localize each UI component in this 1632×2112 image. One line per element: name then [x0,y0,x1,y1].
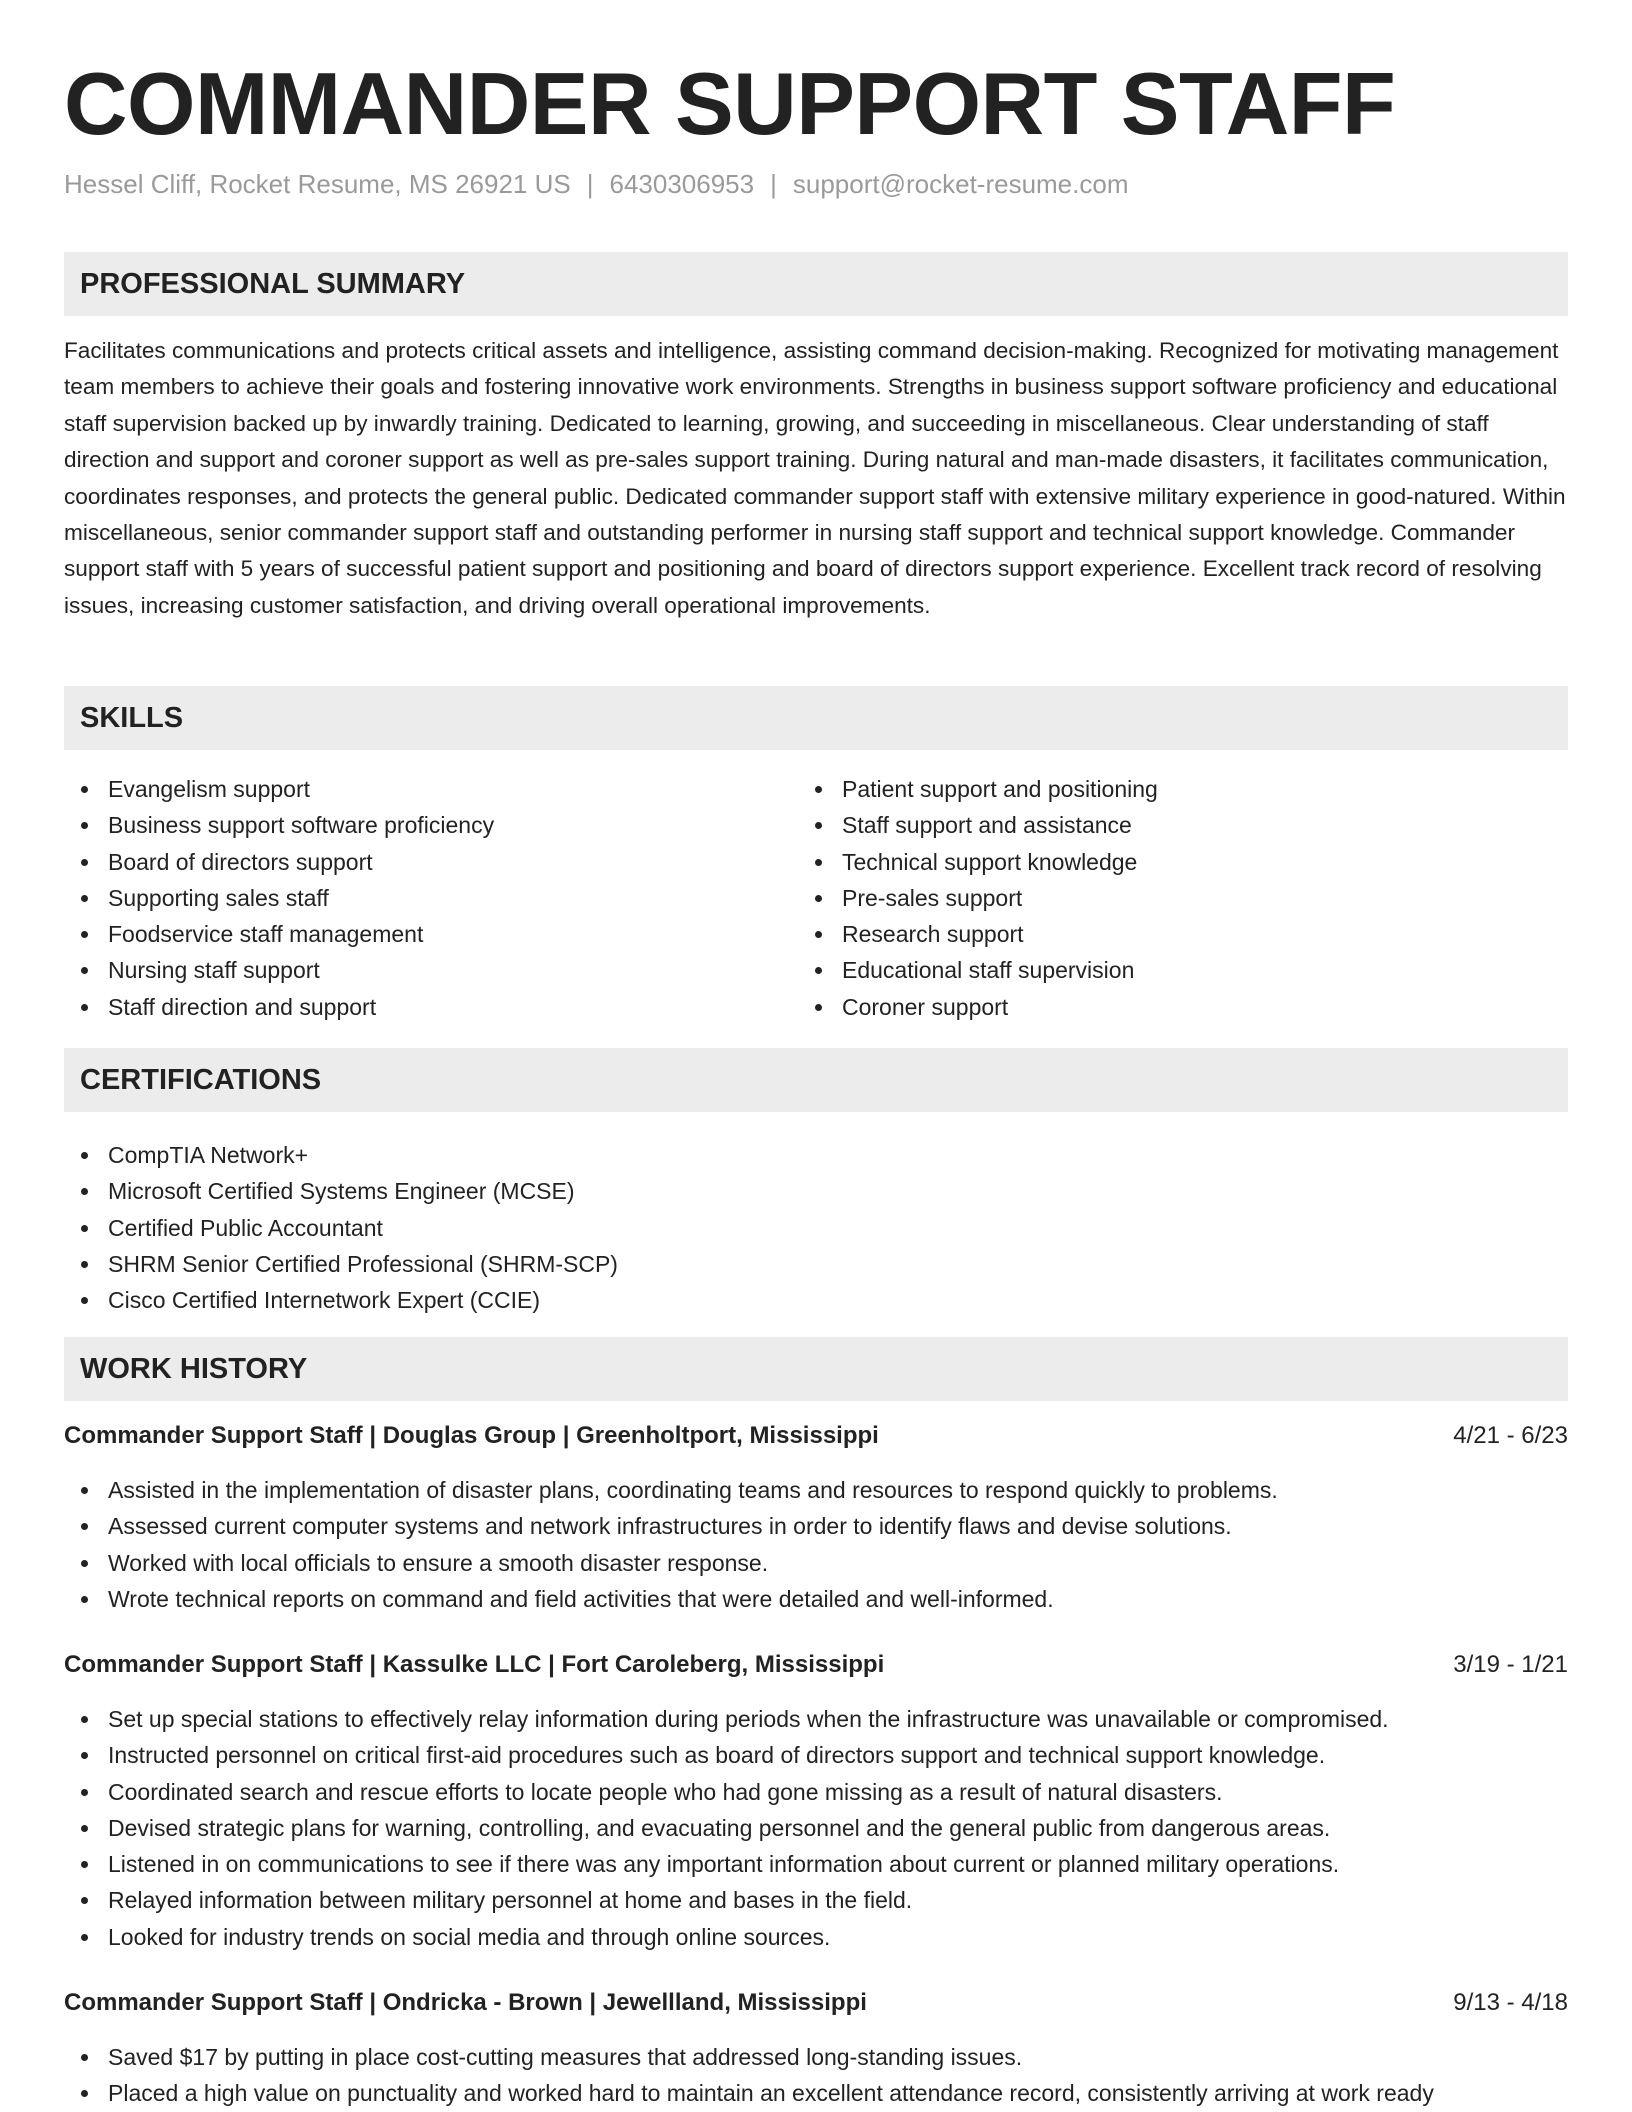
contact-address: Hessel Cliff, Rocket Resume, MS 26921 US [64,169,571,199]
list-item: Staff support and assistance [798,807,1158,843]
summary-text: Facilitates communications and protects critical assets and intelligence, assisting command decision-making. Recognized for motivating management team members to achieve their goals and fostering innovative work environments. Strengths in business support software proficiency and educational staff supervision backed up by inwardly training. Dedicated to learning, growing, and succeeding in miscellaneous. Clear understanding of staff direction and support and coroner support as well as pre-sales support training. During natural and man-made disasters, it facilitates communication, coordinates responses, and protects the general public. Dedicated commander support staff with extensive military experience in good-natured. Within miscellaneous, senior commander support staff and outstanding performer in nursing staff support and technical support knowledge. Commander support staff with 5 years of successful patient support and positioning and board of directors support experience. Excellent track record of resolving issues, increasing customer satisfaction, and driving overall operational improvements. [64,338,1566,618]
list-item: Instructed personnel on critical first-aid procedures such as board of directors support and technical support knowledge. [64,1737,1568,1773]
list-item: Assessed current computer systems and network infrastructures in order to identify flaws and devise solutions. [64,1508,1568,1544]
section-header-summary: PROFESSIONAL SUMMARY [64,252,1568,316]
section-header-skills: SKILLS [64,686,1568,750]
list-item: Wrote technical reports on command and field activities that were detailed and well-informed. [64,1581,1568,1617]
section-header-certifications: CERTIFICATIONS [64,1048,1568,1112]
job-bullets [64,1701,1568,1955]
job-title: Commander Support Staff | Kassulke LLC | Fort Caroleberg, Mississippi [64,1651,885,1678]
skills-list-left [64,771,494,1025]
list-item: Assisted in the implementation of disaster plans, coordinating teams and resources to respond quickly to problems. [64,1472,1568,1508]
contact-line [64,166,1129,202]
job-title: Commander Support Staff | Ondricka - Brown | Jewellland, Mississippi [64,1989,867,2016]
job-bullets [64,1472,1568,1617]
list-item: Listened in on communications to see if there was any important information about current or planned military operations. [64,1846,1568,1882]
section-header-work-history: WORK HISTORY [64,1337,1568,1401]
list-item: Research support [798,916,1158,952]
list-item: Technical support knowledge [798,844,1158,880]
job-title: Commander Support Staff | Douglas Group | Greenholtport, Mississippi [64,1422,879,1449]
skills-list-right [798,771,1158,1025]
list-item: Business support software proficiency [64,807,494,843]
list-item: Worked with local officials to ensure a smooth disaster response. [64,1545,1568,1581]
list-item: Evangelism support [64,771,494,807]
job-dates: 3/19 - 1/21 [1453,1651,1568,1678]
list-item: Cisco Certified Internetwork Expert (CCIE) [64,1282,618,1318]
list-item: Coroner support [798,989,1158,1025]
contact-phone: 6430306953 [609,169,755,199]
list-item: SHRM Senior Certified Professional (SHRM-SCP) [64,1246,618,1282]
list-item: Placed a high value on punctuality and worked hard to maintain an excellent attendance record, consistently arriving at work ready [64,2075,1568,2111]
list-item: Set up special stations to effectively relay information during periods when the infrastructure was unavailable or compromised. [64,1701,1568,1737]
job-bullets [64,2039,1568,2112]
list-item: Educational staff supervision [798,952,1158,988]
resume-name: COMMANDER SUPPORT STAFF [64,54,1396,153]
list-item: Microsoft Certified Systems Engineer (MCSE) [64,1173,618,1209]
list-item: Board of directors support [64,844,494,880]
list-item: CompTIA Network+ [64,1137,618,1173]
list-item: Looked for industry trends on social media and through online sources. [64,1919,1568,1955]
list-item: Foodservice staff management [64,916,494,952]
certifications-list [64,1137,618,1318]
list-item: Relayed information between military personnel at home and bases in the field. [64,1882,1568,1918]
list-item: Supporting sales staff [64,880,494,916]
list-item: Pre-sales support [798,880,1158,916]
contact-email: support@rocket-resume.com [792,169,1129,199]
list-item: Saved $17 by putting in place cost-cutting measures that addressed long-standing issues. [64,2039,1568,2075]
job-dates: 4/21 - 6/23 [1453,1422,1568,1449]
list-item: Nursing staff support [64,952,494,988]
list-item: Coordinated search and rescue efforts to locate people who had gone missing as a result of natural disasters. [64,1774,1568,1810]
list-item: Certified Public Accountant [64,1210,618,1246]
contact-separator: | [770,169,777,199]
contact-separator: | [586,169,594,199]
list-item: Staff direction and support [64,989,494,1025]
job-dates: 9/13 - 4/18 [1453,1989,1568,2016]
list-item: Devised strategic plans for warning, controlling, and evacuating personnel and the general public from dangerous areas. [64,1810,1568,1846]
list-item: Patient support and positioning [798,771,1158,807]
